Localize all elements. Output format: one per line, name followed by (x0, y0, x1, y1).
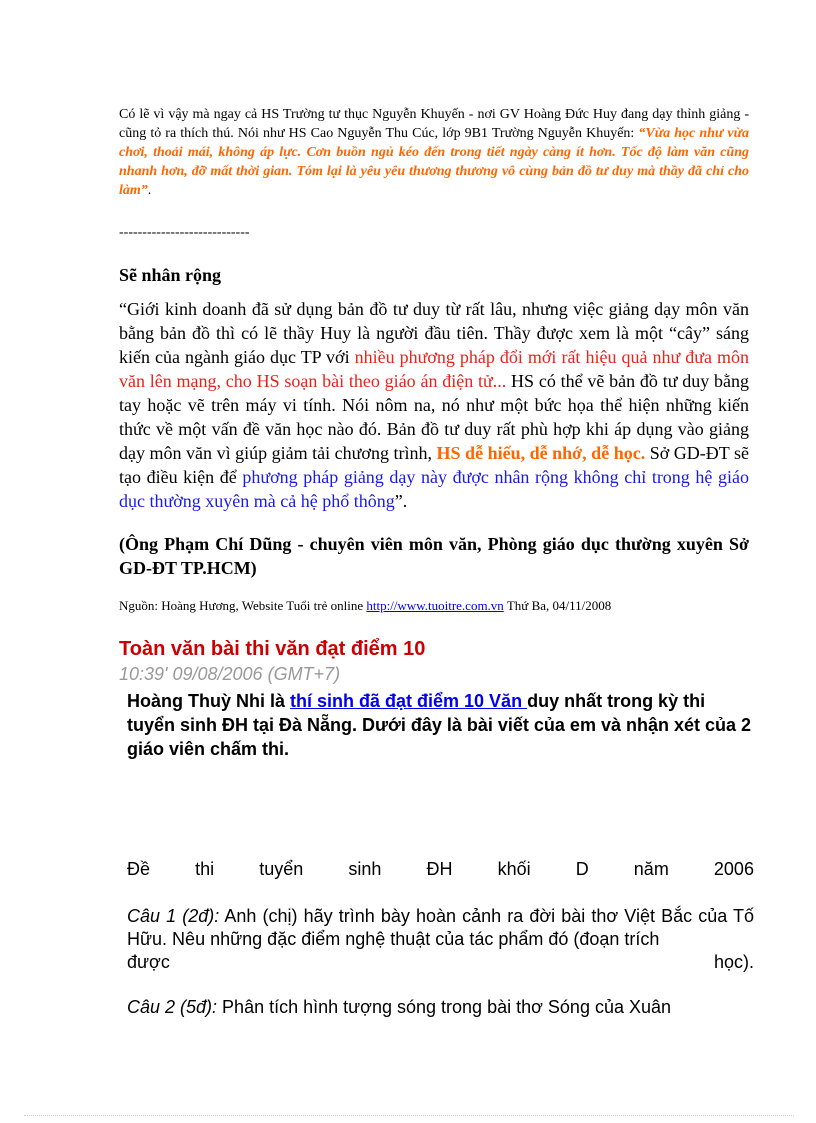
highlight-orange: HS dễ hiểu, dễ nhớ, dễ học. (436, 443, 646, 463)
quote-text-3: Sở GD-ĐT sẽ tạo điều kiện để (119, 443, 749, 487)
source-line (119, 597, 749, 615)
exam-word: thi (195, 859, 215, 879)
question-2-text: Phân tích hình tượng sóng trong bài thơ Sóng của Xuân (217, 997, 672, 1017)
source-date: Thứ Ba, 04/11/2008 (503, 598, 612, 613)
quote-text-2: HS có thể vẽ bản đồ tư duy bằng tay hoặc vẽ trên máy vi tính. Nói nôm na, nó như một bức họa thể hiện những kiến thức về một vấn đề văn học nào đó. Bản đồ tư duy rất phù hợp khi áp dụng vào giảng dạy môn văn vì giúp giảm tải chương trình, (119, 371, 750, 463)
paragraph-end: . (147, 183, 152, 198)
exam-question-1 (127, 905, 754, 974)
question-1-label: Câu 1 (2đ): (127, 906, 220, 926)
paragraph-expert-quote (119, 297, 749, 513)
intro-text-2: duy nhất trong kỳ thi tuyển sinh ĐH tại Đà Nẵng. Dưới đây là bài viết của em và nhận xét của 2 giáo viên chấm thi. (127, 691, 752, 759)
article-timestamp: 10:39' 09/08/2006 (GMT+7) (119, 664, 341, 684)
question-1-word: học). (713, 952, 754, 972)
intro-link[interactable]: thí sinh đã đạt điểm 10 Văn (290, 691, 528, 711)
highlight-red: nhiều phương pháp đổi mới rất hiệu quả như đưa môn văn lên mạng, cho HS soạn bài theo giáo án điện tử... (119, 347, 749, 391)
student-quote: “Vừa học như vừa chơi, thoải mái, không áp lực. Cơn buồn ngủ kéo đến trong tiết ngày càng ít hơn. Tốc độ làm văn cũng nhanh hơn, đỡ mất thời gian. Tóm lại là yêu yêu thương thương vô cùng bản đồ tư duy mà thầy đã chỉ cho làm” (119, 126, 749, 198)
question-2-label: Câu 2 (5đ): (127, 997, 218, 1017)
source-prefix: Nguồn: Hoàng Hương, Website Tuổi trẻ online (119, 598, 367, 613)
quote-attribution: (Ông Phạm Chí Dũng - chuyên viên môn văn, Phòng giáo dục thường xuyên Sở GD-ĐT TP.HCM) (119, 534, 749, 578)
exam-word: năm (633, 859, 669, 879)
quote-text-4: ”. (394, 491, 408, 511)
section-heading: Sẽ nhân rộng (119, 265, 222, 285)
quote-text-1: “Giới kinh doanh đã sử dụng bản đồ tư duy từ rất lâu, nhưng việc giảng dạy môn văn bằng bản đồ thì có lẽ thầy Huy là người đầu tiên. Thầy được xem là một “cây” sáng kiến của ngành giáo dục TP với (119, 299, 749, 367)
paragraph-text: Có lẽ vì vậy mà ngay cả HS Trường tư thục Nguyễn Khuyến - nơi GV Hoàng Đức Huy đang dạy thỉnh giảng - cũng tỏ ra thích thú. Nói như HS Cao Nguyễn Thu Cúc, lớp 9B1 Trường Nguyễn Khuyến: (119, 107, 749, 141)
page-bottom-border (24, 1115, 794, 1116)
question-1-word: được (127, 952, 170, 972)
paragraph-student-quote (119, 105, 749, 200)
section-divider: ---------------------------- (119, 225, 250, 240)
exam-heading (127, 857, 754, 881)
exam-word: Đề (127, 859, 151, 879)
intro-text-1: Hoàng Thuỳ Nhi là (127, 691, 291, 711)
question-1-last-line (127, 951, 754, 974)
highlight-blue: phương pháp giảng dạy này được nhân rộng không chỉ trong hệ giáo dục thường xuyên mà cả hệ phổ thông (119, 467, 749, 511)
exam-word: khối (497, 859, 531, 879)
question-1-text: Anh (chị) hãy trình bày hoàn cảnh ra đời bài thơ Việt Bắc của Tố Hữu. Nêu những đặc điểm nghệ thuật của tác phẩm đó (đoạn trích (127, 906, 754, 949)
exam-word: tuyển (259, 859, 304, 879)
exam-word: sinh (348, 859, 382, 879)
exam-word: 2006 (713, 859, 754, 879)
article-title: Toàn văn bài thi văn đạt điểm 10 (119, 638, 426, 660)
exam-word: D (575, 859, 589, 879)
article-intro (127, 689, 754, 761)
source-link[interactable]: http://www.tuoitre.com.vn (366, 598, 504, 613)
exam-word: ĐH (426, 859, 453, 879)
exam-question-2 (127, 996, 754, 1019)
